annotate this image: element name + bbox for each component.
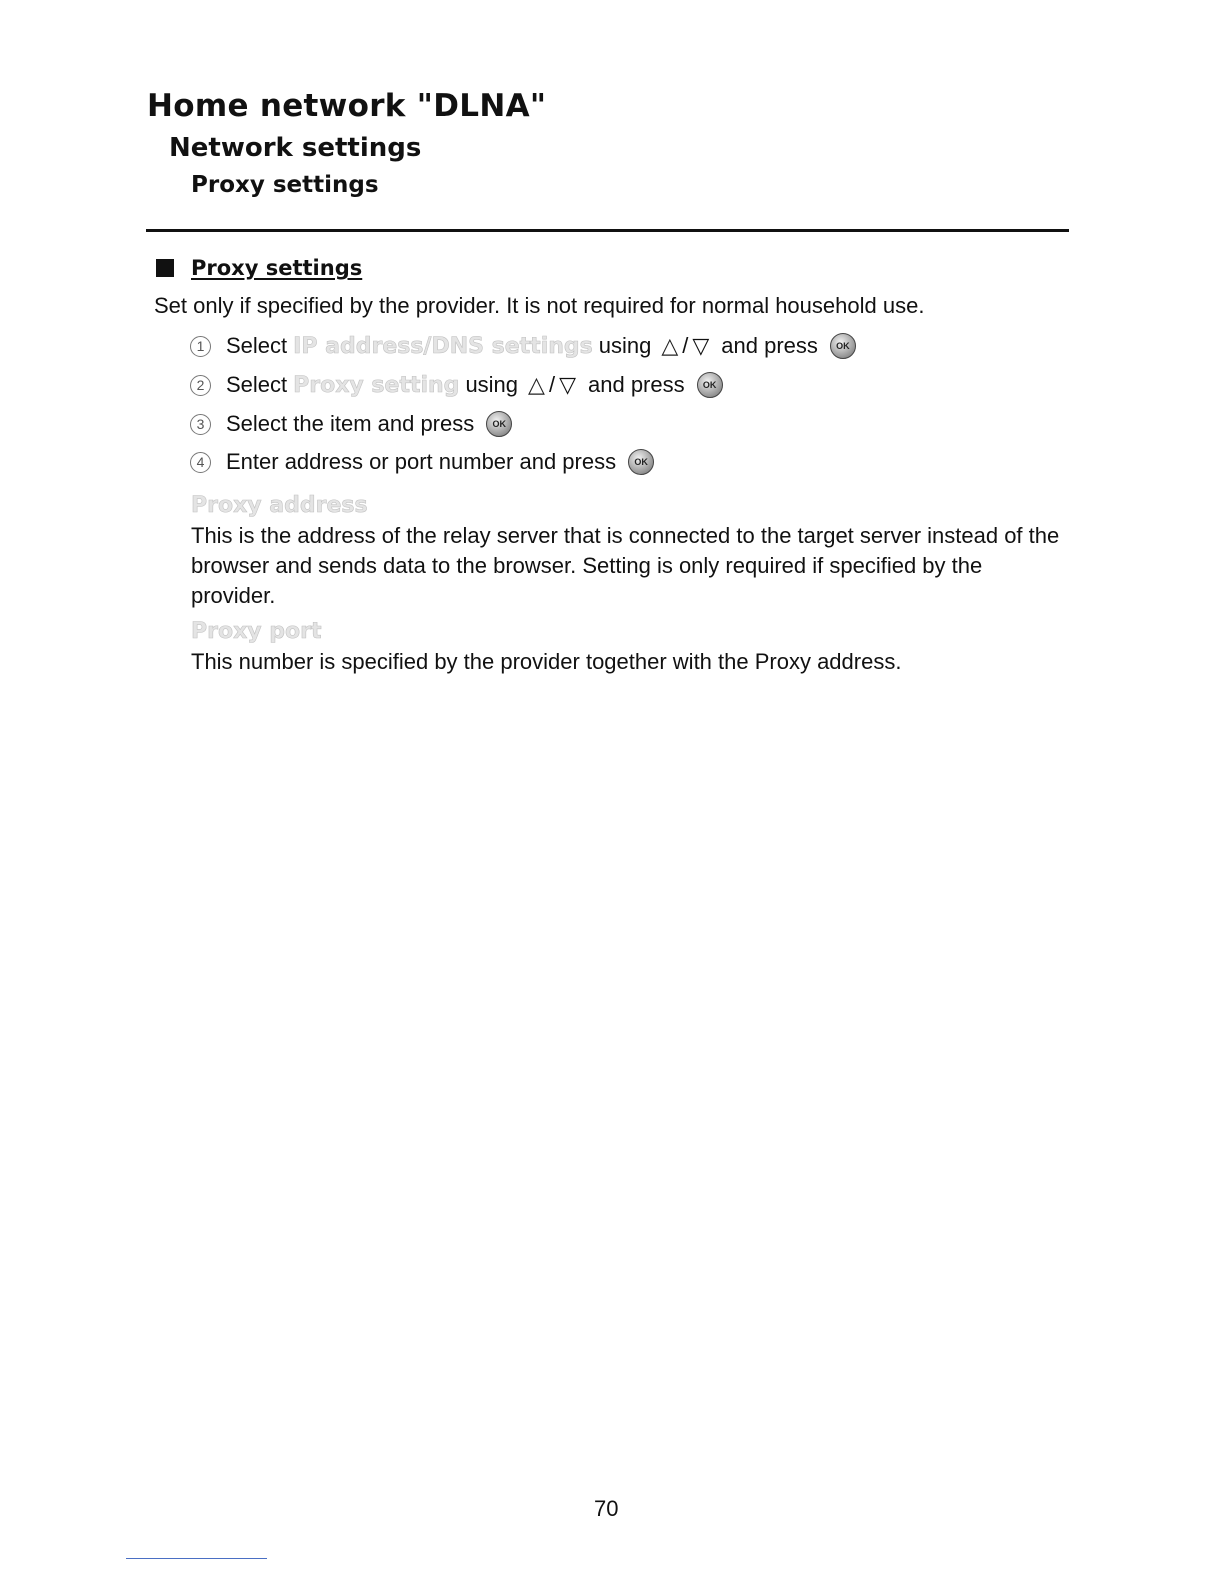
step-text: Enter address or port number and press <box>226 449 617 474</box>
step-text: using <box>465 372 519 397</box>
item-label-proxy-port: Proxy port <box>191 619 322 644</box>
menu-item-label: Proxy setting <box>293 372 460 398</box>
step-text: Select the item and press <box>226 411 475 436</box>
footer-divider <box>126 1558 267 1559</box>
ok-button-icon: OK <box>486 411 512 437</box>
page-title: Home network "DLNA" <box>147 88 547 124</box>
step-1 <box>190 331 856 361</box>
slash-separator: / <box>682 333 689 358</box>
header-divider <box>146 229 1069 232</box>
square-bullet-icon <box>156 259 174 277</box>
item-description-proxy-address: This is the address of the relay server that is connected to the target server instead of the browser and sends data to the browser. Setting is only required if specified by the provider. <box>191 523 1060 608</box>
step-number-icon: 1 <box>190 336 211 357</box>
slash-separator: / <box>548 372 556 397</box>
step-text: Select <box>226 333 288 358</box>
down-triangle-icon: ▽ <box>559 372 576 397</box>
step-4 <box>190 447 654 477</box>
step-text: using <box>598 333 652 358</box>
item-description-proxy-port: This number is specified by the provider together with the Proxy address. <box>191 649 902 674</box>
step-text: and press <box>588 372 685 397</box>
page-subtitle: Network settings <box>169 133 422 163</box>
section-title: Proxy settings <box>191 256 363 280</box>
ok-button-icon: OK <box>697 372 723 398</box>
step-text: Select <box>226 372 288 397</box>
menu-item-label: IP address/DNS settings <box>293 333 593 359</box>
page-subsubtitle: Proxy settings <box>191 172 379 198</box>
step-3 <box>190 409 512 439</box>
step-2 <box>190 370 723 400</box>
down-triangle-icon: ▽ <box>692 333 710 358</box>
ok-button-icon: OK <box>830 333 856 359</box>
step-number-icon: 2 <box>190 375 211 396</box>
page-number: 70 <box>594 1496 619 1521</box>
up-triangle-icon: △ <box>528 372 545 397</box>
up-triangle-icon: △ <box>661 333 679 358</box>
step-number-icon: 4 <box>190 452 211 473</box>
section-heading <box>156 256 362 280</box>
section-intro: Set only if specified by the provider. It is not required for normal household use. <box>154 293 925 318</box>
step-text: and press <box>721 333 818 358</box>
step-number-icon: 3 <box>190 414 211 435</box>
ok-button-icon: OK <box>628 449 654 475</box>
item-label-proxy-address: Proxy address <box>191 493 368 518</box>
